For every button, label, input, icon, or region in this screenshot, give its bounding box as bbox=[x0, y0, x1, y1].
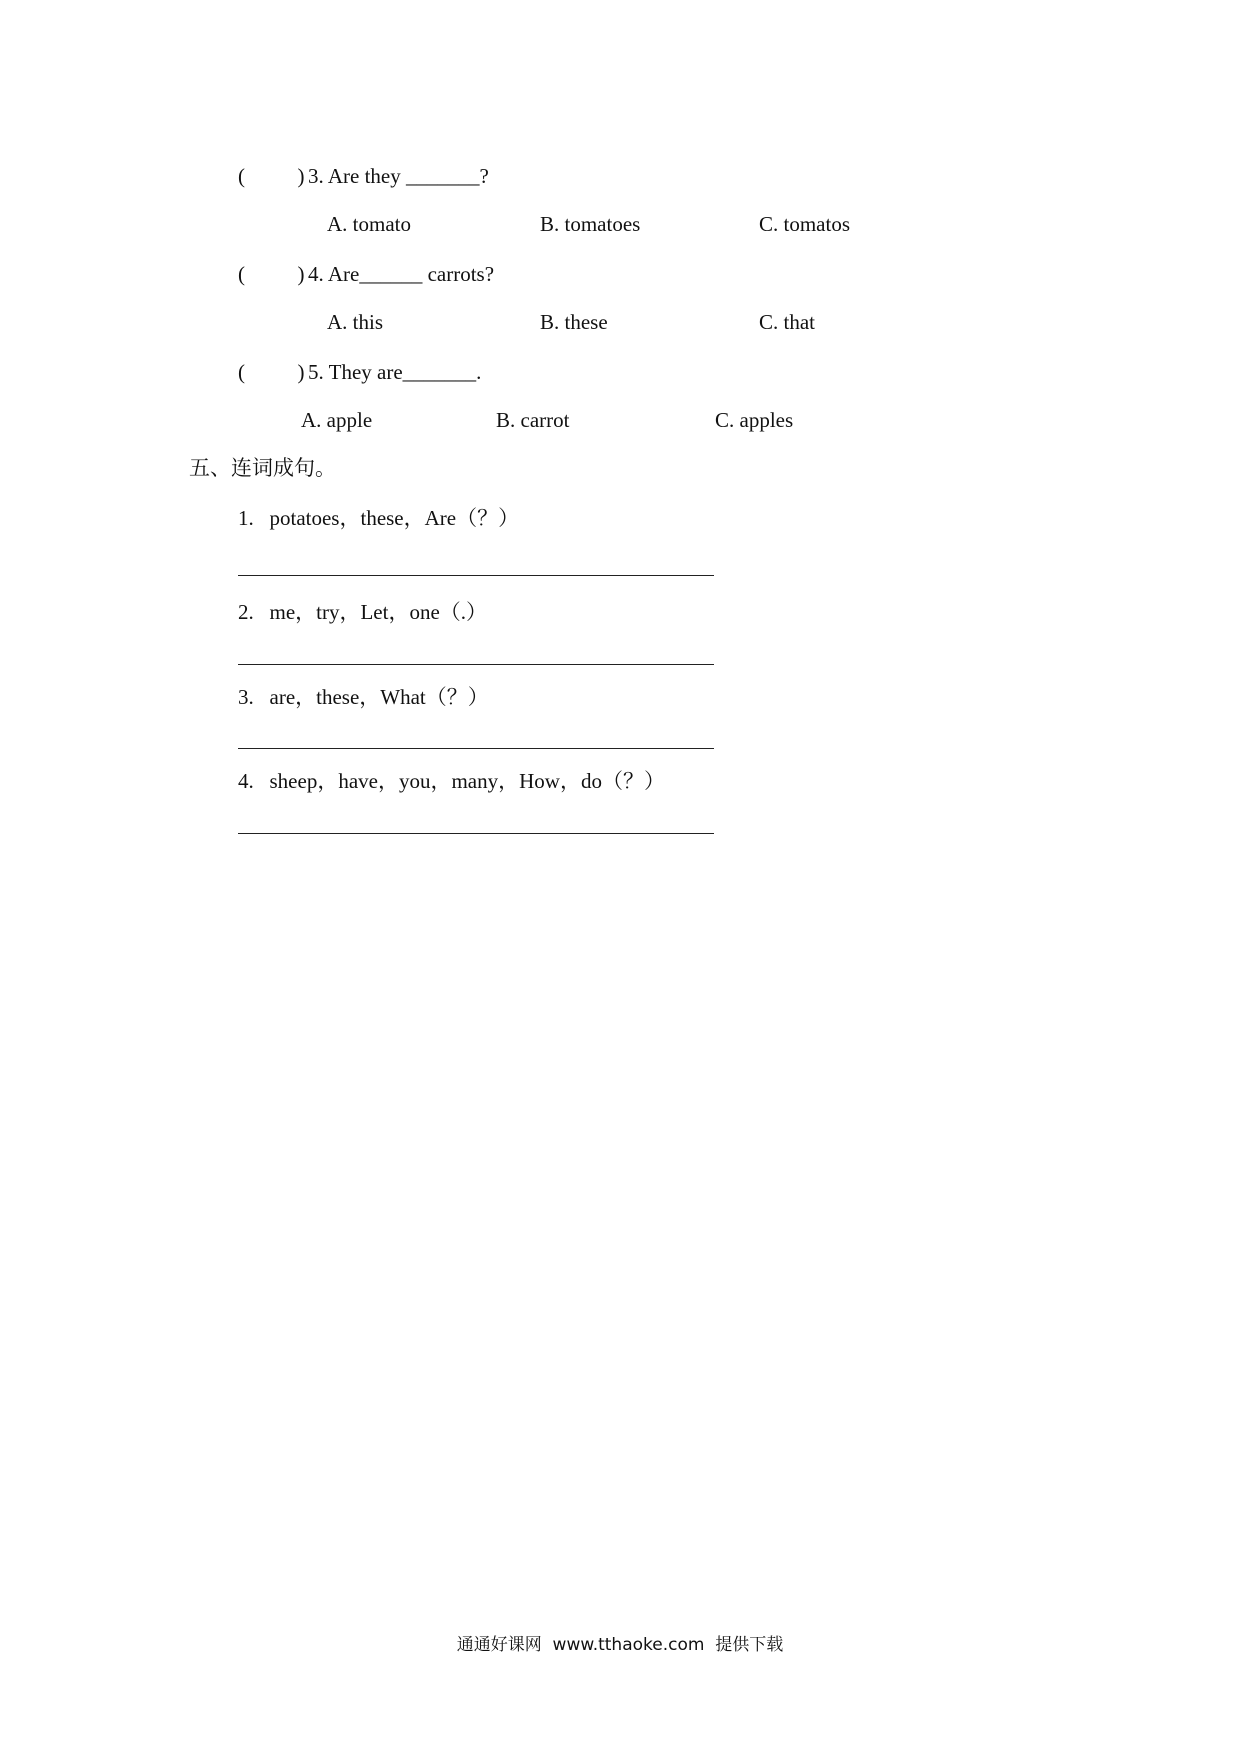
q4-option-c[interactable]: C. that bbox=[759, 310, 815, 334]
answer-line-2[interactable] bbox=[238, 664, 714, 665]
question-3: 3. Are they _______? bbox=[308, 164, 489, 188]
section-5-title: 五、连词成句。 bbox=[189, 456, 336, 480]
question-5: 5. They are_______. bbox=[308, 360, 482, 384]
q4-option-b[interactable]: B. these bbox=[540, 310, 608, 334]
q4-option-a[interactable]: A. this bbox=[327, 310, 384, 334]
q3-option-a[interactable]: A. tomato bbox=[327, 212, 411, 236]
footer-source: 通通好课网 www.tthaoke.com 提供下载 bbox=[456, 1635, 784, 1655]
q5-option-c[interactable]: C. apples bbox=[715, 408, 794, 432]
answer-line-4[interactable] bbox=[238, 833, 714, 834]
reorder-item-3: 3. are，these，What（？） bbox=[238, 685, 489, 709]
answer-paren-q3[interactable]: ( ) bbox=[238, 164, 305, 188]
q3-option-b[interactable]: B. tomatoes bbox=[540, 212, 641, 236]
answer-line-1[interactable] bbox=[238, 575, 714, 576]
q5-option-a[interactable]: A. apple bbox=[301, 408, 373, 432]
reorder-item-2: 2. me，try，Let，one（.） bbox=[238, 600, 488, 624]
q3-option-c[interactable]: C. tomatos bbox=[759, 212, 851, 236]
q5-option-b[interactable]: B. carrot bbox=[496, 408, 570, 432]
question-4: 4. Are______ carrots? bbox=[308, 262, 495, 286]
answer-line-3[interactable] bbox=[238, 748, 714, 749]
answer-paren-q4[interactable]: ( ) bbox=[238, 262, 305, 286]
reorder-item-1: 1. potatoes，these，Are（？） bbox=[238, 506, 520, 530]
answer-paren-q5[interactable]: ( ) bbox=[238, 360, 305, 384]
reorder-item-4: 4. sheep，have，you，many，How，do（？） bbox=[238, 769, 665, 793]
